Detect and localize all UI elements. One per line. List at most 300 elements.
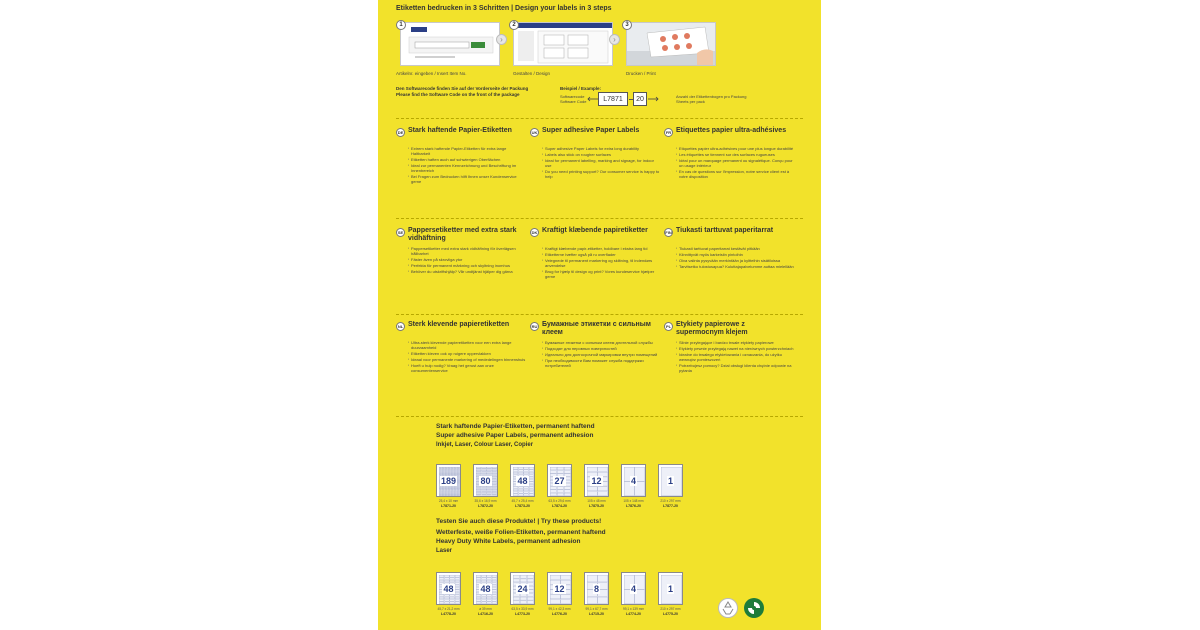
label-cell [492,602,497,604]
label-cell [550,595,560,599]
product1-printers: Inkjet, Laser, Colour Laser, Copier [436,442,534,448]
label-cell [492,483,497,484]
product-code: L4778-20 [441,612,456,616]
label-cell [550,490,556,493]
label-cell [439,575,444,577]
label-size: 99,1 x 139 mm [622,607,645,611]
label-cell [482,488,487,489]
sheets-count-box: 20 [633,92,647,106]
label-cell [476,495,481,496]
label-sheet-tile [436,572,461,605]
product2-title-de: Wetterfeste, weiße Folien-Etiketten, permanent haftend [436,529,606,536]
label-cell [520,597,526,600]
lang-badge: DK [531,230,538,235]
step-1-screenshot [400,22,500,66]
label-cell [476,489,481,490]
label-cell [550,599,560,603]
label-cell [450,599,455,601]
labels-per-sheet: 189 [440,475,457,486]
label-cell [524,494,529,496]
label-cell [557,471,563,474]
label-cell [550,575,560,579]
lang-bullets: ▪ Бумажные этикетки с сильным клеем длительной службы ▪ Подходят для неровных поверхностей ▪ Идеально для долгосрочной маркировки внутри помещений ▪ При необходимости Вам поможет служба поддержки потребителей [542,340,660,369]
labels-per-sheet: 8 [593,583,599,594]
label-cell [598,597,608,604]
lang-bullets: ▪ Ultra-sterk klevende papieretiketten voor een extra lange duurzaamheid ▪ Etiketten kleven ook op ruigere oppervlakken ▪ Ideaal voor permanente markering of mededelingen binnenshuis ▪ Hoeft u hulp nodig? Vraag het gerust aan onze consumentenservice [408,340,526,374]
label-size: 99,1 x 67,7 mm [585,607,608,611]
label-cell [519,470,524,472]
step-caption: Drucken / Print [626,71,656,76]
label-cell [513,593,519,596]
label-cell [492,590,497,592]
label-cell [529,484,534,486]
labels-per-sheet: 80 [480,475,491,486]
label-sheet-tile [658,464,683,497]
chevron-right-icon: › [496,34,507,45]
label-cell [450,575,455,577]
labels-per-sheet: 27 [554,475,565,486]
label-cell [476,492,481,493]
label-cell [455,578,460,580]
label-cell [513,494,518,496]
recycle-icon [718,598,738,618]
label-cell [439,597,444,599]
label-cell [487,470,492,471]
label-sheet-tile [658,572,683,605]
label-cell [561,599,571,603]
label-cell [487,602,492,604]
label-cell [524,487,529,489]
label-cell [455,592,460,594]
label-cell [561,575,571,579]
lang-bullets: ▪ Kraftigt klæbende papir-etiketter, holdbare i ekstra lang tid ▪ Etiketterne hæfter også på ru overflader ▪ Velegnede til permanent markering og skiltning, til indendørs anvendelse ▪ Brug for hjælp til design og print? Vores kundeservice hjælper gerne [542,246,660,280]
label-cell [529,479,534,481]
label-cell [492,477,497,478]
label-cell [487,595,492,597]
label-cell [482,602,487,604]
label-cell [598,491,608,495]
label-cell [598,575,608,582]
label-cell [476,575,481,577]
lang-bullets: ▪ Super adhesive Paper Labels for extra long durability ▪ Labels also stick on rougher surfaces ▪ Ideal for permanent labelling, marking and signage, for indoor use ▪ Do you need printing support? Our consumer service is happy to help [542,146,660,180]
label-cell [519,491,524,493]
label-cell [564,467,570,470]
label-cell [455,597,460,599]
label-cell [450,602,455,604]
label-cell [487,495,492,496]
label-cell [587,491,597,495]
software-code-box: L7871 [598,92,628,106]
label-cell [564,487,570,490]
label-cell [492,469,497,470]
label-cell [450,597,455,599]
label-cell [492,480,497,481]
lang-badge: FR [665,130,672,135]
label-cell [482,495,487,496]
label-cell [487,578,492,580]
label-cell [520,593,526,596]
label-sheet-tile [621,464,646,497]
label-cell [492,467,497,468]
product-code: L4775-20 [663,612,678,616]
label-cell [482,472,487,473]
label-cell [513,575,519,578]
product-code: L4776-20 [552,612,567,616]
label-cell [476,488,481,489]
label-cell [439,580,444,582]
label-cell [492,587,497,589]
label-cell [529,487,534,489]
label-cell [482,492,487,493]
divider [396,314,803,315]
label-cell [482,467,487,468]
label-cell [487,492,492,493]
label-cell [513,487,518,489]
label-cell [492,595,497,597]
lang-bullets: ▪ Tiukasti tarttuvat paperitarrat kestävät pitkään ▪ Kiinnittyvät myös karkeisiin pintoihin ▪ Oiva valinta pysyvään merkintään ja kyltteihin sisätiloissa ▪ Tarvitsetko tulostusapua? Kuluttajapalvelumme auttaa mielellään [676,246,794,270]
label-cell [513,491,518,493]
label-cell [487,486,492,487]
label-cell [455,590,460,592]
label-size: 35,6 x 16,9 mm [474,499,497,503]
label-cell [527,601,533,604]
label-cell [492,493,497,494]
lang-badge: SE [397,230,404,235]
label-cell [482,578,487,580]
label-cell [519,487,524,489]
product-code: L4715-20 [589,612,604,616]
label-size: ø 39 mm [479,607,492,611]
lang-badge: RU [531,324,538,329]
label-cell [550,471,556,474]
label-cell [476,473,481,474]
label-cell [487,488,492,489]
label-cell [476,493,481,494]
lang-title: Sterk klevende papieretiketten [408,321,510,328]
arrow-right-icon [648,95,660,103]
lang-title: Pappersetiketter med extra stark vidhäftning [408,227,517,242]
steps-title: Etiketten bedrucken in 3 Schritten | Design your labels in 3 steps [396,5,612,12]
instruction-sheet [378,0,821,630]
label-cell [455,587,460,589]
label-cell [482,491,487,492]
label-cell [487,473,492,474]
labels-per-sheet: 12 [554,583,565,594]
labels-per-sheet: 24 [517,583,528,594]
labels-per-sheet: 1 [667,583,673,594]
lang-title: Stark haftende Papier-Etiketten [408,127,512,134]
lang-title: Kraftigt klæbende papiretiketter [542,227,648,234]
label-cell [529,472,534,474]
lang-bullets: ▪ Extrem stark haftende Papier-Etiketten für extra lange Haltbarkeit ▪ Etiketten haften auch auf schwierigen Oberflächen ▪ Ideal zur permanenten Kennzeichnung und Beschriftung im Innenbereich ▪ Bei Fragen zum Bedrucken hilft Ihnen unser Kundenservice gerne [408,146,526,185]
label-size: 63,5 x 33,9 mm [511,607,534,611]
lang-badge: PL [665,324,672,329]
label-cell [527,597,533,600]
label-cell [557,490,563,493]
arrow-left-icon [586,95,598,103]
label-cell [519,494,524,496]
label-cell [487,469,492,470]
label-cell [492,578,497,580]
lang-bullets: ▪ Etiquettes papier ultra-adhésives pour une plus longue durabilité ▪ Les étiquettes se tiennent sur des surfaces rugueuses ▪ Idéal pour un marquage permanent ou signalétique. Conçu pour un usage intérieur ▪ En cas de questions sur l'impression, notre service client est à votre disposition [676,146,794,180]
step-2-screenshot [513,22,613,66]
label-cell [450,580,455,582]
product2-heading: Testen Sie auch diese Produkte! | Try these products! [436,518,602,525]
label-cell [492,482,497,483]
software-code-note: Den Softwarecode finden Sie auf der Vorderseite der Packung Please find the Software Code on the front of the package [396,86,529,97]
label-size: 25,4 x 10 mm [438,499,459,503]
label-cell [550,493,556,496]
label-cell [455,583,460,585]
label-size: 45,7 x 25,4 mm [511,499,534,503]
label-cell [492,585,497,587]
label-cell [557,467,563,470]
label-cell [492,488,497,489]
label-cell [487,467,492,468]
labels-per-sheet: 4 [630,475,636,486]
label-cell [439,578,444,580]
label-cell [513,601,519,604]
label-cell [476,467,481,468]
label-cell [520,579,526,582]
step-caption: Gestalten / Design [513,71,551,76]
sheets-per-pack-label: Anzahl der Etikettenbogen pro Packung Sheets per pack [676,94,747,104]
label-sheet-tile [510,572,535,605]
lang-title: Etykiety papierowe z supermocnym klejem [676,321,748,336]
label-cell [492,485,497,486]
label-cell [439,595,444,597]
example-title: Beispiel / Example: [560,86,602,91]
label-cell [445,595,450,597]
label-sheet-tile [584,572,609,605]
label-cell [587,467,597,471]
label-cell [476,597,481,599]
label-sheet-tile [436,464,461,497]
label-cell [529,467,534,469]
lang-title: Tiukasti tarttuvat paperitarrat [676,227,774,234]
label-size: 45,7 x 21,2 mm [437,607,460,611]
label-cell [529,491,534,493]
label-cell [482,489,487,490]
labels-per-sheet: 4 [630,583,636,594]
product-code: L4773-20 [515,612,530,616]
label-cell [492,479,497,480]
lang-badge: NL [397,324,404,329]
label-cell [529,482,534,484]
label-cell [450,578,455,580]
label-sheet-tile [547,572,572,605]
label-cell [513,467,518,469]
label-cell [587,597,597,604]
step-number: 3 [622,20,632,30]
label-cell [445,580,450,582]
label-cell [476,578,481,580]
label-sheet-tile [473,572,498,605]
label-cell [520,575,526,578]
label-cell [482,599,487,601]
label-cell [482,469,487,470]
label-cell [527,593,533,596]
label-cell [445,602,450,604]
lang-title: Super adhesive Paper Labels [542,127,640,134]
label-cell [455,595,460,597]
label-cell [439,599,444,601]
label-cell [513,489,518,491]
label-cell [482,473,487,474]
divider [396,416,803,417]
product-code: L7877-20 [663,504,678,508]
lang-badge: FIN [665,230,672,235]
lang-title: Бумажные этикетки с сильным клеем [542,321,651,336]
label-cell [482,486,487,487]
label-cell [482,595,487,597]
label-cell [455,580,460,582]
label-cell [492,580,497,582]
label-cell [445,578,450,580]
label-cell [482,575,487,577]
green-dot-icon [744,598,764,618]
label-cell [476,602,481,604]
label-sheet-tile [621,572,646,605]
product-code: L4774-20 [626,612,641,616]
label-size: 99,1 x 42,3 mm [548,607,571,611]
label-cell [476,491,481,492]
lang-title: Etiquettes papier ultra-adhésives [676,127,787,134]
label-cell [520,601,526,604]
label-cell [445,599,450,601]
label-cell [487,599,492,601]
label-cell [561,595,571,599]
label-cell [529,475,534,477]
lang-badge: DE [397,130,404,135]
lang-badge: UK [531,130,538,135]
product-code: L7871-20 [441,504,456,508]
product-code: L7875-20 [589,504,604,508]
label-cell [519,489,524,491]
label-cell [492,489,497,490]
label-size: 210 x 297 mm [660,499,681,503]
label-cell [492,592,497,594]
label-cell [492,492,497,493]
label-cell [550,487,556,490]
label-cell [455,602,460,604]
label-size: 210 x 297 mm [660,607,681,611]
label-cell [564,471,570,474]
label-cell [587,487,597,491]
label-cell [524,491,529,493]
step-3-printer-photo [626,22,716,66]
label-cell [557,487,563,490]
label-cell [482,580,487,582]
product2-printers: Laser [436,548,453,554]
product-code: L4716-20 [478,612,493,616]
label-cell [487,493,492,494]
label-cell [550,467,556,470]
label-cell [450,595,455,597]
software-code-label: Softwarecode Software Code [560,94,587,104]
label-cell [527,579,533,582]
label-cell [455,585,460,587]
labels-per-sheet: 48 [480,583,491,594]
product-code: L7872-20 [478,504,493,508]
label-cell [482,470,487,471]
label-cell [524,489,529,491]
label-cell [513,472,518,474]
product-code: L7873-20 [515,504,530,508]
label-size: 105 x 148 mm [623,499,644,503]
product2-title-en: Heavy Duty White Labels, permanent adhesion [436,538,581,545]
label-cell [487,491,492,492]
label-cell [492,486,497,487]
label-cell [564,490,570,493]
label-cell [476,469,481,470]
chevron-right-icon: › [609,34,620,45]
label-cell [455,575,460,577]
label-cell [445,575,450,577]
step-caption: Artikelnr. eingeben / Insert Item No. [396,71,467,76]
label-cell [529,477,534,479]
label-cell [492,491,497,492]
label-cell [476,470,481,471]
label-cell [476,599,481,601]
label-cell [455,599,460,601]
label-cell [598,487,608,491]
label-cell [492,597,497,599]
label-cell [492,476,497,477]
label-cell [487,597,492,599]
label-sheet-tile [510,464,535,497]
label-cell [482,493,487,494]
label-cell [513,579,519,582]
label-sheet-tile [547,464,572,497]
label-cell [487,580,492,582]
label-cell [527,575,533,578]
label-cell [492,599,497,601]
product1-title-en: Super adhesive Paper Labels, permanent adhesion [436,432,594,439]
label-cell [492,473,497,474]
label-cell [524,470,529,472]
label-cell [492,575,497,577]
label-cell [492,495,497,496]
product-code: L7874-20 [552,504,567,508]
lang-bullets: ▪ Pappersetiketter med extra stark vidhäftning för överlägsen hållbarhet ▪ Fäster även på skrovliga ytor ▪ Perfekta för permanent märkning och skyltning inomhus ▪ Behöver du utskriftshjälp? Vår undtjänst hjälper dig gärna [408,246,526,275]
label-cell [487,489,492,490]
product-code: L7876-20 [626,504,641,508]
label-cell [439,602,444,604]
divider [396,218,803,219]
label-cell [476,595,481,597]
label-cell [587,575,597,582]
label-cell [492,583,497,585]
label-size: 105 x 48 mm [587,499,606,503]
label-size: 63,5 x 29,6 mm [548,499,571,503]
label-cell [445,597,450,599]
label-sheet-tile [584,464,609,497]
label-cell [557,493,563,496]
labels-per-sheet: 48 [443,583,454,594]
divider [396,118,803,119]
label-cell [492,472,497,473]
label-cell [487,575,492,577]
label-cell [482,597,487,599]
label-cell [529,470,534,472]
label-cell [519,467,524,469]
label-cell [492,475,497,476]
label-cell [524,472,529,474]
step-number: 2 [509,20,519,30]
label-cell [524,467,529,469]
label-cell [529,489,534,491]
